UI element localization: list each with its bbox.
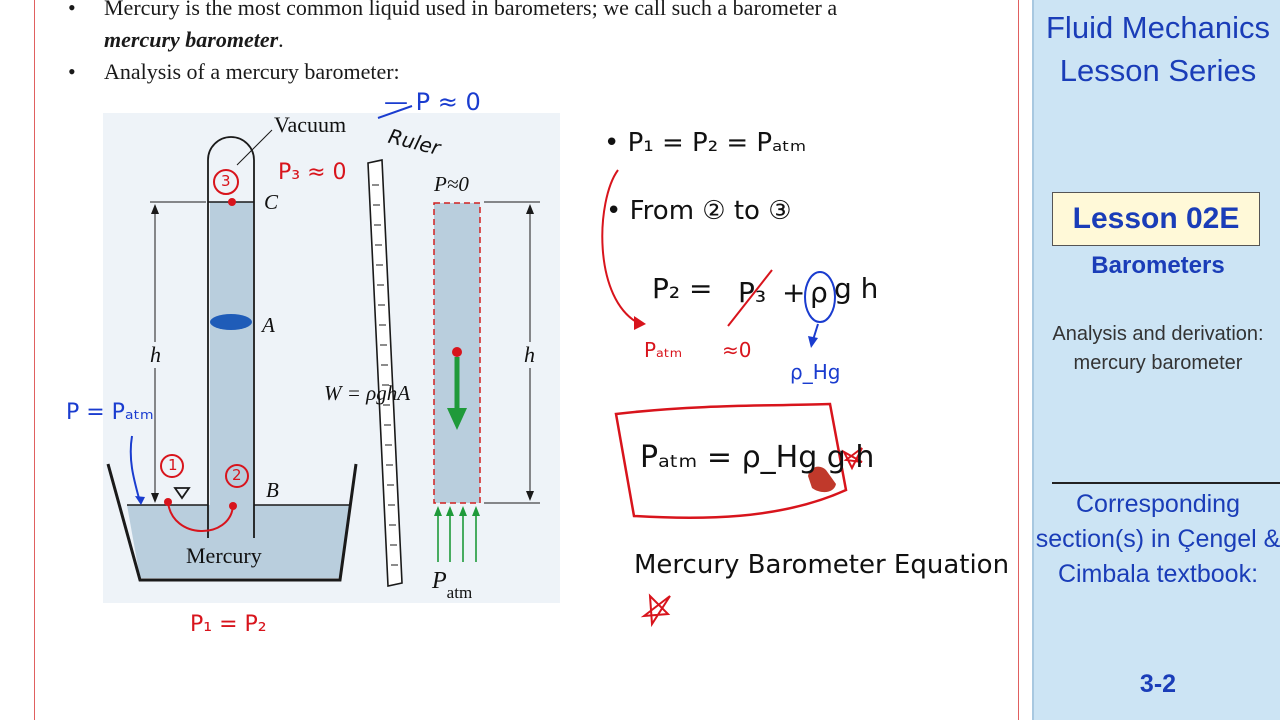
lesson-topic: Barometers xyxy=(1091,252,1225,279)
eq-rho: ρ xyxy=(810,276,828,309)
lesson-sidebar xyxy=(1032,0,1280,720)
p3-note: P₃ ≈ 0 xyxy=(278,160,347,185)
h-arrow-up xyxy=(151,204,159,214)
eq-gh: g h xyxy=(834,272,879,305)
series-title: Fluid Mechanics Lesson Series xyxy=(1046,10,1270,88)
point-a-marker xyxy=(210,314,252,330)
patm-p: P xyxy=(432,568,447,594)
under-rho-hg: ρ_Hg xyxy=(790,360,841,384)
patm-pointer-head xyxy=(135,496,145,505)
textbook-section-number: 3-2 xyxy=(1139,670,1177,698)
patm-pointer xyxy=(131,436,140,502)
p-approx-zero-note: — P ≈ 0 xyxy=(384,88,481,116)
eq-p2-lhs: P₂ = xyxy=(652,272,713,305)
patm-label xyxy=(432,568,473,602)
eq-line-1: • P₁ = P₂ = Pₐₜₘ xyxy=(604,128,807,158)
point-a-label: A xyxy=(262,313,275,337)
under-patm: Pₐₜₘ xyxy=(644,338,683,362)
eq-p3: P₃ xyxy=(738,276,767,309)
h-arrow-down xyxy=(151,493,159,503)
bold-term: mercury barometer xyxy=(104,27,279,52)
bullet-dot: • xyxy=(68,59,76,84)
patm-sub: atm xyxy=(446,583,473,602)
free-surface-symbol xyxy=(175,488,189,498)
bullet-dot: • xyxy=(68,0,76,20)
point-3-dot xyxy=(228,198,236,206)
lesson-description: Analysis and derivation: mercury barometer xyxy=(1052,323,1264,374)
h-right-label: h xyxy=(524,342,535,367)
tube-mercury-column xyxy=(210,202,253,538)
p-approx-zero-label: P≈0 xyxy=(434,172,469,196)
bullet-text-end: . xyxy=(278,27,284,52)
red-bracket-head xyxy=(634,316,646,330)
star-icon-bottom xyxy=(644,596,670,624)
column-center-dot xyxy=(452,347,462,357)
circle-2-label: 2 xyxy=(232,466,242,484)
bullet-text: Mercury is the most common liquid used in barometers; we call such a barometer a xyxy=(104,0,838,20)
sidebar-divider xyxy=(1052,482,1280,484)
h-right-arrow-down xyxy=(526,491,534,501)
mercury-label: Mercury xyxy=(186,543,262,568)
circle-1-label: 1 xyxy=(168,456,178,474)
red-bracket-curve xyxy=(602,170,640,324)
boxed-equation: Pₐₜₘ = ρ_Hg g h xyxy=(640,440,875,475)
weight-label: W = ρghA xyxy=(324,381,411,405)
point-b-label: B xyxy=(266,478,279,502)
eq-plus: + xyxy=(782,276,806,309)
equation-name: Mercury Barometer Equation xyxy=(634,550,1010,580)
circle-3-label: 3 xyxy=(221,172,231,190)
h-right-arrow-up xyxy=(526,204,534,214)
lesson-number-box: Lesson 02E xyxy=(1052,192,1260,246)
patm-arrows xyxy=(434,506,480,562)
rho-pointer-head xyxy=(808,336,818,348)
ruler xyxy=(368,160,402,586)
textbook-section-label: Corresponding section(s) in Çengel & Cimbala textbook: xyxy=(1035,490,1280,588)
eq-line-2: • From ② to ③ xyxy=(606,196,792,226)
h-left-label: h xyxy=(150,342,161,367)
vacuum-label: Vacuum xyxy=(274,112,347,137)
p-patm-note: P = Pₐₜₘ xyxy=(66,400,154,425)
bullet-text: Analysis of a mercury barometer: xyxy=(104,59,400,84)
ruler-note: Ruler xyxy=(385,123,443,161)
point-c-label: C xyxy=(264,190,279,214)
under-zero: ≈0 xyxy=(722,338,752,362)
p1-p2-note: P₁ = P₂ xyxy=(190,612,267,637)
